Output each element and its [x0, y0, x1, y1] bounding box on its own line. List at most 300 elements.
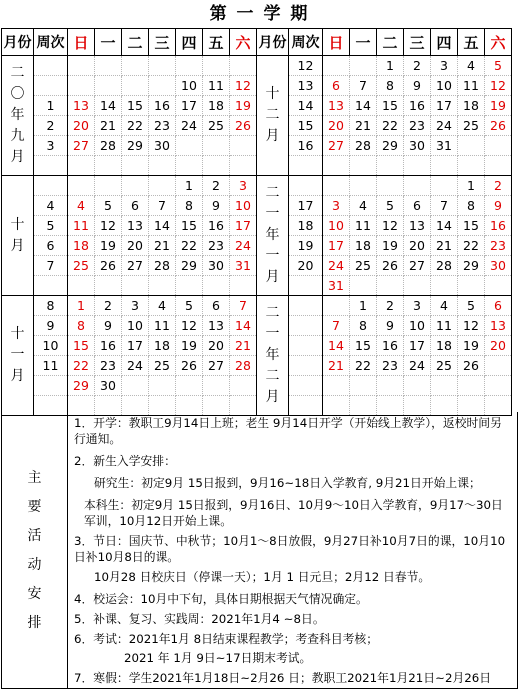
- day-cell: 29: [458, 256, 485, 276]
- day-cell: 28: [149, 256, 176, 276]
- day-cell: 28: [350, 136, 377, 156]
- day-cell: 10: [176, 76, 203, 96]
- day-cell: 26: [458, 356, 485, 376]
- day-cell: 21: [431, 236, 458, 256]
- day-cell: [68, 176, 95, 196]
- header-cell: 周次: [289, 29, 323, 56]
- month-label: [2, 176, 34, 296]
- day-cell: 30: [404, 136, 431, 156]
- day-cell: 18: [149, 336, 176, 356]
- notes-label-char: 动: [27, 556, 42, 573]
- day-cell: [149, 156, 176, 176]
- day-cell: [431, 156, 458, 176]
- week-number: [289, 296, 323, 316]
- day-cell: [68, 76, 95, 96]
- day-cell: 26: [95, 256, 122, 276]
- header-cell: 二: [122, 29, 149, 56]
- week-number: 9: [34, 316, 68, 336]
- notes-body: [68, 412, 517, 689]
- week-number: [289, 356, 323, 376]
- note-item: 6．考试：2021年1月 8日结束课程教学；考查科目考核；: [74, 632, 379, 646]
- day-cell: [203, 376, 230, 396]
- day-cell: 11: [149, 316, 176, 336]
- day-cell: 12: [230, 76, 257, 96]
- day-cell: 18: [203, 96, 230, 116]
- day-cell: [350, 276, 377, 296]
- week-number: 3: [34, 136, 68, 156]
- day-cell: [68, 156, 95, 176]
- day-cell: 26: [176, 356, 203, 376]
- week-number: 20: [289, 256, 323, 276]
- day-cell: 27: [68, 136, 95, 156]
- day-cell: [323, 296, 350, 316]
- day-cell: 5: [458, 296, 485, 316]
- day-cell: [350, 176, 377, 196]
- day-cell: [377, 156, 404, 176]
- day-cell: 15: [350, 336, 377, 356]
- header-cell: 六: [485, 29, 512, 56]
- day-cell: [95, 76, 122, 96]
- month-label: [2, 56, 34, 176]
- day-cell: 23: [377, 356, 404, 376]
- notes-label-char: 主: [27, 469, 42, 486]
- day-cell: 8: [176, 196, 203, 216]
- day-cell: 16: [404, 96, 431, 116]
- day-cell: 25: [431, 356, 458, 376]
- week-number: [289, 376, 323, 396]
- day-cell: [485, 156, 512, 176]
- day-cell: [230, 56, 257, 76]
- day-cell: 3: [323, 196, 350, 216]
- header-cell: 周次: [34, 29, 68, 56]
- day-cell: 18: [68, 236, 95, 256]
- day-cell: 11: [458, 76, 485, 96]
- day-cell: [122, 156, 149, 176]
- day-cell: 25: [203, 116, 230, 136]
- note-item: 4．校运会：10月中下旬，具体日期根据天气情况确定。: [74, 592, 368, 606]
- day-cell: 1: [350, 296, 377, 316]
- day-cell: 19: [95, 236, 122, 256]
- day-cell: [404, 156, 431, 176]
- day-cell: 1: [458, 176, 485, 196]
- note-item: 本科生：初定9月 15日报到，9月16日、10月9～10日入学教育，9月17～30日军训，10月12日开始上课。: [84, 498, 503, 528]
- month-label-text: 二一年一月: [265, 185, 280, 285]
- notes-label: [2, 412, 68, 689]
- day-cell: 25: [350, 256, 377, 276]
- day-cell: 20: [203, 336, 230, 356]
- day-cell: 29: [377, 136, 404, 156]
- day-cell: 3: [431, 56, 458, 76]
- day-cell: 22: [122, 116, 149, 136]
- day-cell: [203, 276, 230, 296]
- day-cell: 6: [485, 296, 512, 316]
- header-cell: 六: [230, 29, 257, 56]
- day-cell: [149, 376, 176, 396]
- note-item: 1．开学：教职工9月14日上班；老生 9月14日开学（开始线上教学），返校时间另行通知。: [74, 416, 502, 446]
- week-number: 10: [34, 336, 68, 356]
- day-cell: 28: [230, 356, 257, 376]
- day-cell: [485, 376, 512, 396]
- day-cell: [431, 176, 458, 196]
- day-cell: 29: [68, 376, 95, 396]
- day-cell: 10: [431, 76, 458, 96]
- day-cell: 26: [230, 116, 257, 136]
- day-cell: 10: [122, 316, 149, 336]
- day-cell: 20: [122, 236, 149, 256]
- week-number: 14: [289, 96, 323, 116]
- week-number: 4: [34, 196, 68, 216]
- day-cell: 29: [122, 136, 149, 156]
- day-cell: 7: [323, 316, 350, 336]
- day-cell: [485, 356, 512, 376]
- day-cell: 13: [323, 96, 350, 116]
- day-cell: 8: [68, 316, 95, 336]
- day-cell: 5: [485, 56, 512, 76]
- month-label: [2, 296, 34, 416]
- header-cell: 日: [68, 29, 95, 56]
- day-cell: 3: [404, 296, 431, 316]
- header-cell: 五: [203, 29, 230, 56]
- day-cell: 21: [149, 236, 176, 256]
- week-number: 2: [34, 116, 68, 136]
- day-cell: 23: [95, 356, 122, 376]
- day-cell: [458, 276, 485, 296]
- day-cell: [176, 56, 203, 76]
- day-cell: 14: [431, 216, 458, 236]
- day-cell: [377, 276, 404, 296]
- day-cell: 21: [95, 116, 122, 136]
- day-cell: [458, 376, 485, 396]
- day-cell: 5: [95, 196, 122, 216]
- day-cell: 14: [323, 336, 350, 356]
- header-cell: 三: [404, 29, 431, 56]
- day-cell: 2: [377, 296, 404, 316]
- day-cell: 30: [149, 136, 176, 156]
- week-number: [34, 56, 68, 76]
- note-item: 2021 年 1月 9日~17日期末考试。: [124, 651, 312, 665]
- day-cell: 8: [458, 196, 485, 216]
- week-number: 5: [34, 216, 68, 236]
- day-cell: [485, 276, 512, 296]
- day-cell: 21: [350, 116, 377, 136]
- day-cell: 27: [122, 256, 149, 276]
- day-cell: 23: [404, 116, 431, 136]
- day-cell: [377, 176, 404, 196]
- day-cell: [323, 376, 350, 396]
- day-cell: 23: [485, 236, 512, 256]
- week-number: [289, 176, 323, 196]
- week-number: 16: [289, 136, 323, 156]
- day-cell: 12: [377, 216, 404, 236]
- day-cell: 22: [377, 116, 404, 136]
- day-cell: 9: [95, 316, 122, 336]
- day-cell: [431, 276, 458, 296]
- day-cell: 15: [377, 96, 404, 116]
- day-cell: 12: [485, 76, 512, 96]
- day-cell: 20: [404, 236, 431, 256]
- day-cell: 6: [404, 196, 431, 216]
- day-cell: 16: [95, 336, 122, 356]
- day-cell: 15: [122, 96, 149, 116]
- day-cell: 31: [323, 276, 350, 296]
- day-cell: [350, 156, 377, 176]
- header-cell: 月份: [2, 29, 34, 56]
- day-cell: [176, 136, 203, 156]
- week-number: 17: [289, 196, 323, 216]
- day-cell: 4: [431, 296, 458, 316]
- notes-label-char: 活: [27, 527, 42, 544]
- day-cell: 4: [458, 56, 485, 76]
- day-cell: 1: [176, 176, 203, 196]
- day-cell: [323, 56, 350, 76]
- day-cell: 17: [122, 336, 149, 356]
- week-number: [289, 316, 323, 336]
- notes-label-char: 要: [27, 498, 42, 515]
- day-cell: 22: [350, 356, 377, 376]
- day-cell: 8: [350, 316, 377, 336]
- day-cell: 3: [122, 296, 149, 316]
- day-cell: 15: [68, 336, 95, 356]
- day-cell: [203, 56, 230, 76]
- day-cell: [404, 176, 431, 196]
- day-cell: 22: [458, 236, 485, 256]
- day-cell: 11: [431, 316, 458, 336]
- day-cell: 9: [203, 196, 230, 216]
- day-cell: 21: [230, 336, 257, 356]
- header-row: [2, 29, 512, 56]
- week-number: 7: [34, 256, 68, 276]
- day-cell: 25: [458, 116, 485, 136]
- day-cell: 18: [431, 336, 458, 356]
- day-cell: [122, 276, 149, 296]
- day-cell: [323, 156, 350, 176]
- day-cell: 30: [95, 376, 122, 396]
- day-cell: [230, 276, 257, 296]
- day-cell: 28: [95, 136, 122, 156]
- week-number: [289, 336, 323, 356]
- day-cell: 17: [404, 336, 431, 356]
- day-cell: 14: [149, 216, 176, 236]
- day-cell: [350, 56, 377, 76]
- day-cell: 8: [377, 76, 404, 96]
- day-cell: 27: [203, 356, 230, 376]
- day-cell: 16: [149, 96, 176, 116]
- day-cell: 6: [323, 76, 350, 96]
- month-label-text: 二〇年九月: [10, 65, 25, 165]
- day-cell: 9: [404, 76, 431, 96]
- day-cell: 19: [458, 336, 485, 356]
- week-number: 15: [289, 116, 323, 136]
- day-cell: [149, 56, 176, 76]
- month-label: [257, 56, 289, 176]
- day-cell: 14: [95, 96, 122, 116]
- day-cell: [485, 136, 512, 156]
- day-cell: [122, 76, 149, 96]
- day-cell: 16: [485, 216, 512, 236]
- day-cell: 17: [323, 236, 350, 256]
- month-label-text: 十月: [10, 216, 25, 254]
- day-cell: 24: [176, 116, 203, 136]
- week-number: [34, 156, 68, 176]
- week-number: 6: [34, 236, 68, 256]
- day-cell: [68, 276, 95, 296]
- month-label-text: 十二月: [265, 86, 280, 144]
- day-cell: [176, 156, 203, 176]
- day-cell: 28: [431, 256, 458, 276]
- day-cell: 25: [68, 256, 95, 276]
- month-label-text: 二一年二月: [265, 305, 280, 405]
- day-cell: 24: [323, 256, 350, 276]
- day-cell: 29: [176, 256, 203, 276]
- day-cell: [68, 56, 95, 76]
- week-number: [34, 376, 68, 396]
- day-cell: 6: [203, 296, 230, 316]
- day-cell: 4: [68, 196, 95, 216]
- day-cell: [203, 136, 230, 156]
- note-item: 5．补课、复习、实践周：2021年1月4 ~8日。: [74, 612, 325, 626]
- calendar-table: [1, 28, 512, 416]
- week-number: [34, 76, 68, 96]
- day-cell: 5: [176, 296, 203, 316]
- day-cell: 5: [377, 196, 404, 216]
- day-cell: [95, 276, 122, 296]
- day-cell: [149, 76, 176, 96]
- header-cell: 四: [176, 29, 203, 56]
- day-cell: [122, 376, 149, 396]
- day-cell: 19: [230, 96, 257, 116]
- day-cell: 26: [485, 116, 512, 136]
- note-item: 研究生：初定9月 15日报到，9月16~18日入学教育, 9月21日开始上课；: [94, 476, 481, 490]
- day-cell: 20: [485, 336, 512, 356]
- day-cell: 9: [377, 316, 404, 336]
- day-cell: 19: [176, 336, 203, 356]
- day-cell: 13: [203, 316, 230, 336]
- header-cell: 四: [431, 29, 458, 56]
- day-cell: 7: [149, 196, 176, 216]
- day-cell: 6: [122, 196, 149, 216]
- header-cell: 月份: [257, 29, 289, 56]
- day-cell: [230, 376, 257, 396]
- day-cell: 13: [68, 96, 95, 116]
- day-cell: 27: [323, 136, 350, 156]
- day-cell: [149, 276, 176, 296]
- day-cell: 14: [350, 96, 377, 116]
- week-number: 12: [289, 56, 323, 76]
- day-cell: 20: [323, 116, 350, 136]
- day-cell: 2: [95, 296, 122, 316]
- header-cell: 五: [458, 29, 485, 56]
- day-cell: 22: [176, 236, 203, 256]
- day-cell: [95, 156, 122, 176]
- note-item: 3．节日：国庆节、中秋节；10月1～8日放假，9月27日补10月7日的课，10月10日补10月8日的课。: [74, 534, 506, 564]
- day-cell: 13: [485, 316, 512, 336]
- day-cell: [458, 156, 485, 176]
- day-cell: 13: [122, 216, 149, 236]
- day-cell: 3: [230, 176, 257, 196]
- day-cell: 15: [458, 216, 485, 236]
- day-cell: 23: [149, 116, 176, 136]
- week-number: 1: [34, 96, 68, 116]
- day-cell: 10: [323, 216, 350, 236]
- day-cell: 24: [122, 356, 149, 376]
- day-cell: 24: [404, 356, 431, 376]
- week-number: 8: [34, 296, 68, 316]
- week-number: [289, 156, 323, 176]
- day-cell: 2: [203, 176, 230, 196]
- day-cell: 14: [230, 316, 257, 336]
- week-number: [34, 176, 68, 196]
- day-cell: 16: [377, 336, 404, 356]
- day-cell: 10: [404, 316, 431, 336]
- day-cell: [377, 376, 404, 396]
- day-cell: [458, 136, 485, 156]
- day-cell: 17: [230, 216, 257, 236]
- day-cell: 30: [485, 256, 512, 276]
- note-item: 10月28 日校庆日（停课一天）；1月 1 日元旦；2月12 日春节。: [94, 570, 431, 584]
- day-cell: 19: [377, 236, 404, 256]
- day-cell: 31: [230, 256, 257, 276]
- day-cell: 19: [485, 96, 512, 116]
- day-cell: [230, 156, 257, 176]
- day-cell: [230, 136, 257, 156]
- day-cell: 30: [203, 256, 230, 276]
- week-row: [2, 56, 512, 76]
- day-cell: 16: [203, 216, 230, 236]
- notes-label-char: 排: [27, 614, 42, 631]
- week-number: 18: [289, 216, 323, 236]
- day-cell: 21: [323, 356, 350, 376]
- day-cell: 4: [149, 296, 176, 316]
- week-number: [34, 276, 68, 296]
- day-cell: 24: [230, 236, 257, 256]
- day-cell: 7: [230, 296, 257, 316]
- week-number: [289, 276, 323, 296]
- day-cell: 10: [230, 196, 257, 216]
- day-cell: 22: [68, 356, 95, 376]
- week-number: 13: [289, 76, 323, 96]
- day-cell: 1: [377, 56, 404, 76]
- day-cell: 18: [350, 236, 377, 256]
- header-cell: 三: [149, 29, 176, 56]
- day-cell: 12: [176, 316, 203, 336]
- day-cell: [149, 176, 176, 196]
- notes-label-char: 安: [27, 585, 42, 602]
- day-cell: 26: [377, 256, 404, 276]
- day-cell: 11: [68, 216, 95, 236]
- header-cell: 一: [95, 29, 122, 56]
- day-cell: 11: [203, 76, 230, 96]
- day-cell: [431, 376, 458, 396]
- day-cell: [95, 56, 122, 76]
- month-label-text: 十一月: [10, 326, 25, 384]
- header-cell: 二: [377, 29, 404, 56]
- day-cell: 2: [404, 56, 431, 76]
- week-number: 11: [34, 356, 68, 376]
- header-cell: 一: [350, 29, 377, 56]
- week-row: [2, 176, 512, 196]
- month-label: [257, 296, 289, 416]
- note-item: 7．寒假：学生2021年1月18日~2月26 日；教职工2021年1月21日~2月26日: [74, 671, 492, 685]
- day-cell: [176, 276, 203, 296]
- month-label: [257, 176, 289, 296]
- day-cell: 4: [350, 196, 377, 216]
- day-cell: 1: [68, 296, 95, 316]
- day-cell: 11: [350, 216, 377, 236]
- header-cell: 日: [323, 29, 350, 56]
- day-cell: 24: [431, 116, 458, 136]
- day-cell: 20: [68, 116, 95, 136]
- week-number: 19: [289, 236, 323, 256]
